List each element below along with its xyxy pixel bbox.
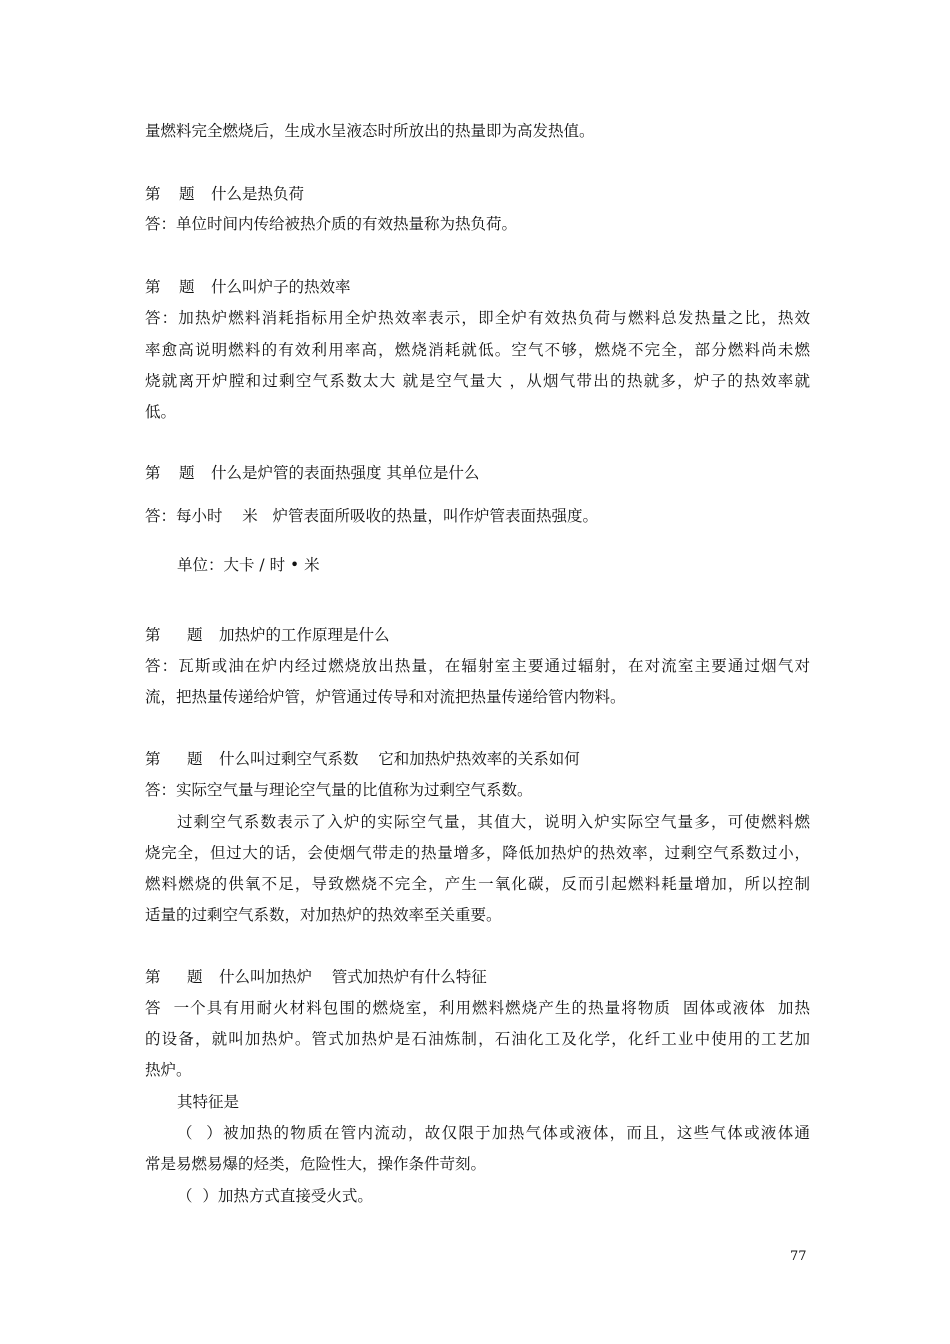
- unit-line: 单位：大卡 / 时 • 米: [177, 556, 320, 574]
- question-prefix: 第: [145, 626, 161, 644]
- answer-line: 适量的过剩空气系数，对加热炉的热效率至关重要。: [145, 906, 502, 924]
- answer-line: 过剩空气系数表示了入炉的实际空气量，其值大，说明入炉实际空气量多，可使燃料燃: [177, 813, 810, 831]
- text-line: 量燃料完全燃烧后，生成水呈液态时所放出的热量即为高发热值。: [145, 122, 595, 140]
- question-text: 什么叫加热炉 管式加热炉有什么特征: [219, 968, 487, 986]
- question-heading: [145, 277, 810, 297]
- question-heading: [145, 749, 810, 769]
- answer-line: 流，把热量传递给炉管，炉管通过传导和对流把热量传递给管内物料。: [145, 688, 626, 706]
- answer-line: 热炉。: [145, 1061, 192, 1079]
- answer-line: 的设备，就叫加热炉。管式加热炉是石油炼制，石油化工及化学，化纤工业中使用的工艺加: [145, 1030, 810, 1048]
- answer-line: 烧完全，但过大的话，会使烟气带走的热量增多，降低加热炉的热效率，过剩空气系数过小，: [145, 844, 810, 862]
- question-suffix: 题: [179, 278, 195, 296]
- answer-line: （ ）被加热的物质在管内流动，故仅限于加热气体或液体，而且，这些气体或液体通: [177, 1124, 810, 1142]
- question-prefix: 第: [145, 464, 161, 482]
- answer-line: 答 一个具有用耐火材料包围的燃烧室，利用燃料燃烧产生的热量将物质 固体或液体 加热: [145, 999, 810, 1017]
- question-heading: [145, 463, 810, 483]
- question-prefix: 第: [145, 185, 161, 203]
- answer-line: 率愈高说明燃料的有效利用率高，燃烧消耗就低。空气不够，燃烧不完全，部分燃料尚未燃: [145, 341, 810, 359]
- question-prefix: 第: [145, 968, 161, 986]
- answer-line: 答：每小时 米 炉管表面所吸收的热量，叫作炉管表面热强度。: [145, 507, 598, 525]
- page-number: 77: [790, 1249, 807, 1264]
- question-suffix: 题: [187, 626, 203, 644]
- answer-line: 低。: [145, 403, 177, 421]
- question-heading: [145, 625, 810, 645]
- answer-line: 常是易燃易爆的烃类，危险性大，操作条件苛刻。: [145, 1155, 487, 1173]
- answer-line: 烧就离开炉膛和过剩空气系数太大 就是空气量大 ，从烟气带出的热就多，炉子的热效率就: [145, 372, 810, 390]
- question-text: 什么是炉管的表面热强度 其单位是什么: [211, 464, 480, 482]
- answer-line: 答：加热炉燃料消耗指标用全炉热效率表示，即全炉有效热负荷与燃料总发热量之比，热效: [145, 309, 810, 327]
- answer-line: 答：单位时间内传给被热介质的有效热量称为热负荷。: [145, 215, 518, 233]
- answer-line: 答：瓦斯或油在炉内经过燃烧放出热量，在辐射室主要通过辐射，在对流室主要通过烟气对: [145, 657, 810, 675]
- question-heading: [145, 184, 810, 204]
- question-suffix: 题: [179, 464, 195, 482]
- question-suffix: 题: [187, 968, 203, 986]
- question-suffix: 题: [187, 750, 203, 768]
- question-text: 什么叫炉子的热效率: [211, 278, 351, 296]
- answer-line: （ ）加热方式直接受火式。: [177, 1187, 373, 1205]
- question-text: 什么是热负荷: [211, 185, 305, 203]
- answer-line: 其特征是: [177, 1093, 240, 1111]
- question-text: 什么叫过剩空气系数 它和加热炉热效率的关系如何: [219, 750, 580, 768]
- answer-line: 答：实际空气量与理论空气量的比值称为过剩空气系数。: [145, 781, 533, 799]
- question-text: 加热炉的工作原理是什么: [219, 626, 390, 644]
- answer-line: 燃料燃烧的供氧不足，导致燃烧不完全，产生一氧化碳，反而引起燃料耗量增加，所以控制: [145, 875, 810, 893]
- question-prefix: 第: [145, 278, 161, 296]
- question-suffix: 题: [179, 185, 195, 203]
- question-heading: [145, 967, 810, 987]
- question-prefix: 第: [145, 750, 161, 768]
